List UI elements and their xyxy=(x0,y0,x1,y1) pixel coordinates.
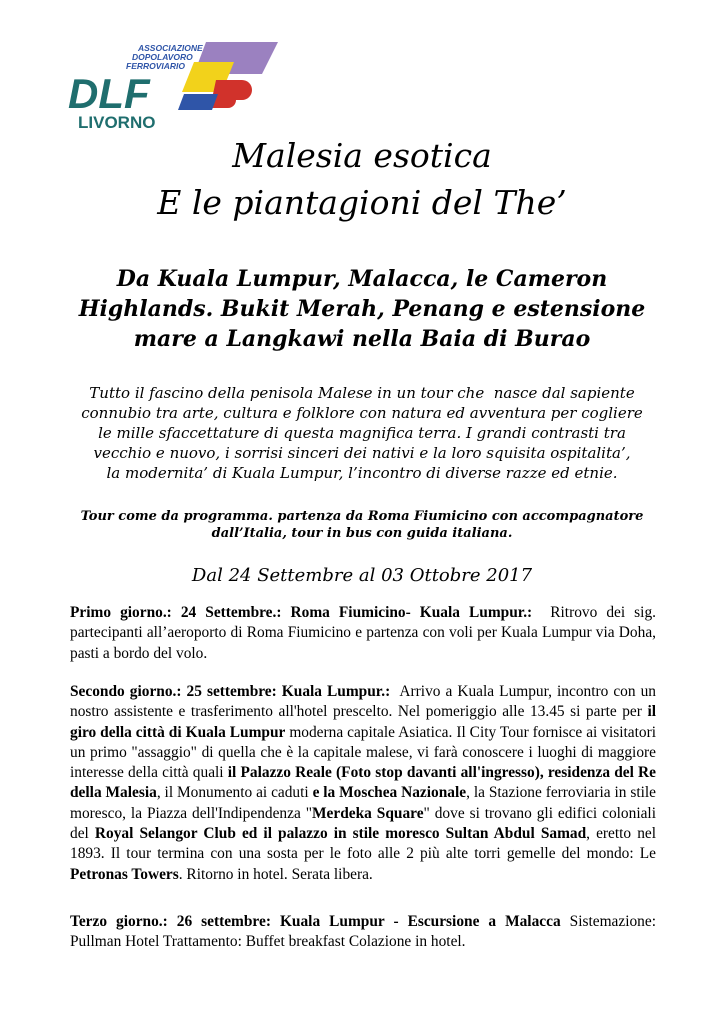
intro-line2: connubio tra arte, cultura e folklore con natura ed avventura per cogliere xyxy=(81,404,643,422)
logo-line1: ASSOCIAZIONE xyxy=(138,43,203,53)
day2-bold-2: il Palazzo Reale (Foto stop davanti all'ingresso), residenza del Re della Malesia xyxy=(70,764,656,802)
tour-note xyxy=(0,508,724,542)
day2-text-3: , il Monumento ai caduti xyxy=(156,784,313,802)
subtitle-line1: Da Kuala Lumpur, Malacca, le Cameron xyxy=(116,266,608,292)
intro-line5: la modernita’ di Kuala Lumpur, l’incontro di diverse razze ed etnie. xyxy=(106,464,618,482)
main-title xyxy=(0,132,724,226)
day2-bold-4: Merdeka Square xyxy=(312,804,424,822)
day2-bold-5: Royal Selangor Club ed il palazzo in stile moresco Sultan Abdul Samad xyxy=(94,825,587,843)
day2-bold-1: il giro della città di Kuala Lumpur xyxy=(70,703,656,741)
subtitle-line3: mare a Langkawi nella Baia di Burao xyxy=(133,326,591,352)
intro-line4: vecchio e nuovo, i sorrisi sinceri dei nativi e la loro squisita ospitalita’, xyxy=(93,444,631,462)
day1-heading: Primo giorno.: 24 Settembre.: Roma Fiumicino- Kuala Lumpur.: xyxy=(70,604,533,621)
dlf-livorno-logo xyxy=(66,40,280,132)
day3-heading: Terzo giorno.: 26 settembre: Kuala Lumpur - Escursione a Malacca xyxy=(70,913,561,930)
intro-line1: Tutto il fascino della penisola Malese in un tour che nasce dal sapiente xyxy=(89,384,635,402)
tour-note-line1: Tour come da programma. partenza da Roma Fiumicino con accompagnatore xyxy=(80,509,644,524)
day2-paragraph xyxy=(70,682,660,885)
logo-brand: DLF xyxy=(68,70,150,117)
day3-text: Sistemazione: Pullman Hotel Trattamento: Buffet breakfast Colazione in hotel. xyxy=(70,913,656,951)
day2-text-5: " dove si trovano gli edifici coloniali del xyxy=(70,804,656,843)
day2-text-4: , la Stazione ferroviaria in stile moresco, la Piazza dell'Indipendenza " xyxy=(70,784,657,822)
intro-paragraph xyxy=(0,383,724,483)
main-title-line2: E le piantagioni del The’ xyxy=(157,183,567,222)
day3-paragraph xyxy=(70,912,656,953)
logo-line2: DOPOLAVORO xyxy=(132,52,193,62)
intro-line3: le mille sfaccettature di questa magnifica terra. I grandi contrasti tra xyxy=(98,424,626,442)
day2-text-6: , eretto nel 1893. Il tour termina con una sosta per le foto alle 2 più alte torri gemelle del mondo: Le xyxy=(70,825,657,863)
subtitle xyxy=(0,264,724,354)
day1-paragraph xyxy=(70,603,660,664)
day2-text-2: moderna capitale Asiatica. Il City Tour fornisce ai visitatori un primo "assaggio" di quella che è la capitale malese, vi farà conoscere i luoghi di maggiore interesse della città quali xyxy=(70,723,656,782)
day1-text: Ritrovo dei sig. partecipanti all’aeroporto di Roma Fiumicino e partenza con voli per Kuala Lumpur via Doha, pasti a bordo del volo. xyxy=(70,604,660,662)
tour-note-line2: dall’Italia, tour in bus con guida italiana. xyxy=(211,526,513,541)
logo-line3: FERROVIARIO xyxy=(126,61,186,71)
subtitle-line2: Highlands. Bukit Merah, Penang e estensione xyxy=(78,296,646,322)
day2-heading: Secondo giorno.: 25 settembre: Kuala Lumpur.: xyxy=(70,683,391,700)
main-title-line1: Malesia esotica xyxy=(232,136,492,175)
logo-city: LIVORNO xyxy=(78,113,156,132)
day2-text-1: Arrivo a Kuala Lumpur, incontro con un nostro assistente e trasferimento all'hotel prescelto. Nel pomeriggio alle 13.45 si parte per xyxy=(70,683,660,721)
logo-blue-shape xyxy=(178,94,218,110)
day2-bold-6: Petronas Towers xyxy=(70,865,179,883)
day2-bold-3: e la Moschea Nazionale xyxy=(312,784,467,802)
travel-dates: Dal 24 Settembre al 03 Ottobre 2017 xyxy=(191,565,533,586)
day2-text-7: . Ritorno in hotel. Serata libera. xyxy=(178,865,373,883)
